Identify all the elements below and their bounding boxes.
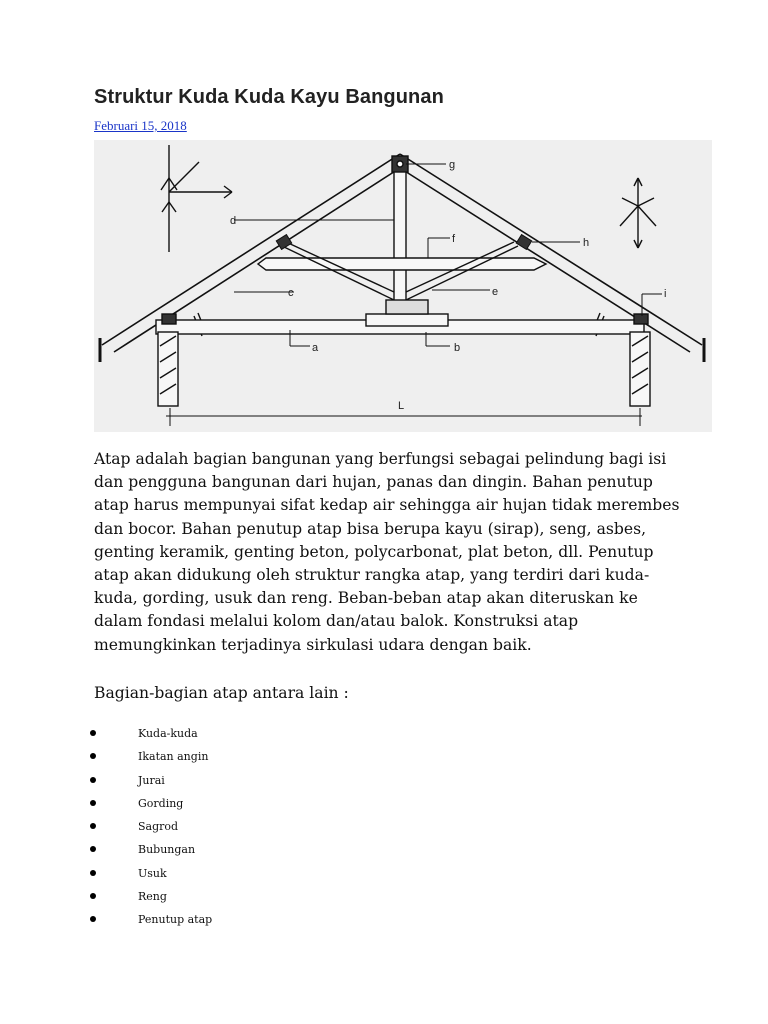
label-e: e bbox=[492, 286, 499, 298]
bullet-icon bbox=[90, 777, 96, 783]
label-i: i bbox=[664, 288, 667, 300]
list-item bbox=[88, 769, 212, 792]
roof-truss-diagram bbox=[94, 140, 712, 432]
list-item bbox=[88, 862, 212, 885]
bullet-icon bbox=[90, 916, 96, 922]
tie-beam bbox=[156, 300, 644, 334]
collar-beam bbox=[258, 258, 546, 270]
bullet-icon bbox=[90, 753, 96, 759]
list-item bbox=[88, 722, 212, 745]
king-post bbox=[392, 156, 408, 314]
bullet-icon bbox=[90, 800, 96, 806]
label-f: f bbox=[452, 233, 456, 245]
post-date-link[interactable]: Februari 15, 2018 bbox=[94, 118, 187, 133]
load-arrows-left bbox=[161, 145, 232, 252]
label-d: d bbox=[230, 215, 237, 227]
roof-truss-svg bbox=[94, 140, 712, 432]
list-item bbox=[88, 908, 212, 931]
load-arrows-right bbox=[620, 178, 656, 248]
list-item-label: Reng bbox=[138, 890, 167, 904]
list-item-label: Ikatan angin bbox=[138, 750, 209, 764]
label-L: L bbox=[398, 400, 405, 412]
label-b: b bbox=[454, 342, 461, 354]
bullet-icon bbox=[90, 870, 96, 876]
list-item-label: Usuk bbox=[138, 866, 167, 880]
list-item-label: Jurai bbox=[138, 773, 165, 787]
page-title: Struktur Kuda Kuda Kayu Bangunan bbox=[94, 86, 444, 108]
body-paragraph: Atap adalah bagian bangunan yang berfungsi sebagai pelindung bagi isi dan pengguna bangunan dari hujan, panas dan dingin. Bahan penutup atap harus mempunyai sifat kedap air sehingga air hujan tidak merembes dan bocor. Bahan penutup atap bisa berupa kayu (sirap), seng, asbes, genting keramik, genting beton, polycarbonat, plat beton, dll. Penutup atap akan didukung oleh struktur rangka atap, yang terdiri dari kuda-kuda, gording, usuk dan reng. Beban-beban atap akan diteruskan ke dalam fondasi melalui kolom dan/atau balok. Konstruksi atap memungkinkan terjadinya sirkulasi udara dengan baik. bbox=[94, 450, 680, 654]
bullet-icon bbox=[90, 730, 96, 736]
roof-parts-list bbox=[88, 722, 212, 932]
bullet-icon bbox=[90, 846, 96, 852]
parts-intro: Bagian-bagian atap antara lain : bbox=[94, 684, 349, 702]
list-item bbox=[88, 838, 212, 861]
label-c: c bbox=[288, 287, 294, 299]
bullet-icon bbox=[90, 823, 96, 829]
label-g: g bbox=[449, 159, 456, 171]
list-item-label: Penutup atap bbox=[138, 913, 213, 927]
list-item-label: Kuda-kuda bbox=[138, 727, 198, 740]
label-a: a bbox=[312, 342, 319, 354]
list-item bbox=[88, 792, 212, 815]
label-h: h bbox=[583, 237, 590, 249]
list-item-label: Bubungan bbox=[138, 843, 196, 857]
bullet-icon bbox=[90, 893, 96, 899]
list-item bbox=[88, 885, 212, 908]
list-item-label: Sagrod bbox=[138, 820, 179, 834]
list-item bbox=[88, 745, 212, 768]
list-item bbox=[88, 815, 212, 838]
list-item-label: Gording bbox=[138, 796, 184, 810]
